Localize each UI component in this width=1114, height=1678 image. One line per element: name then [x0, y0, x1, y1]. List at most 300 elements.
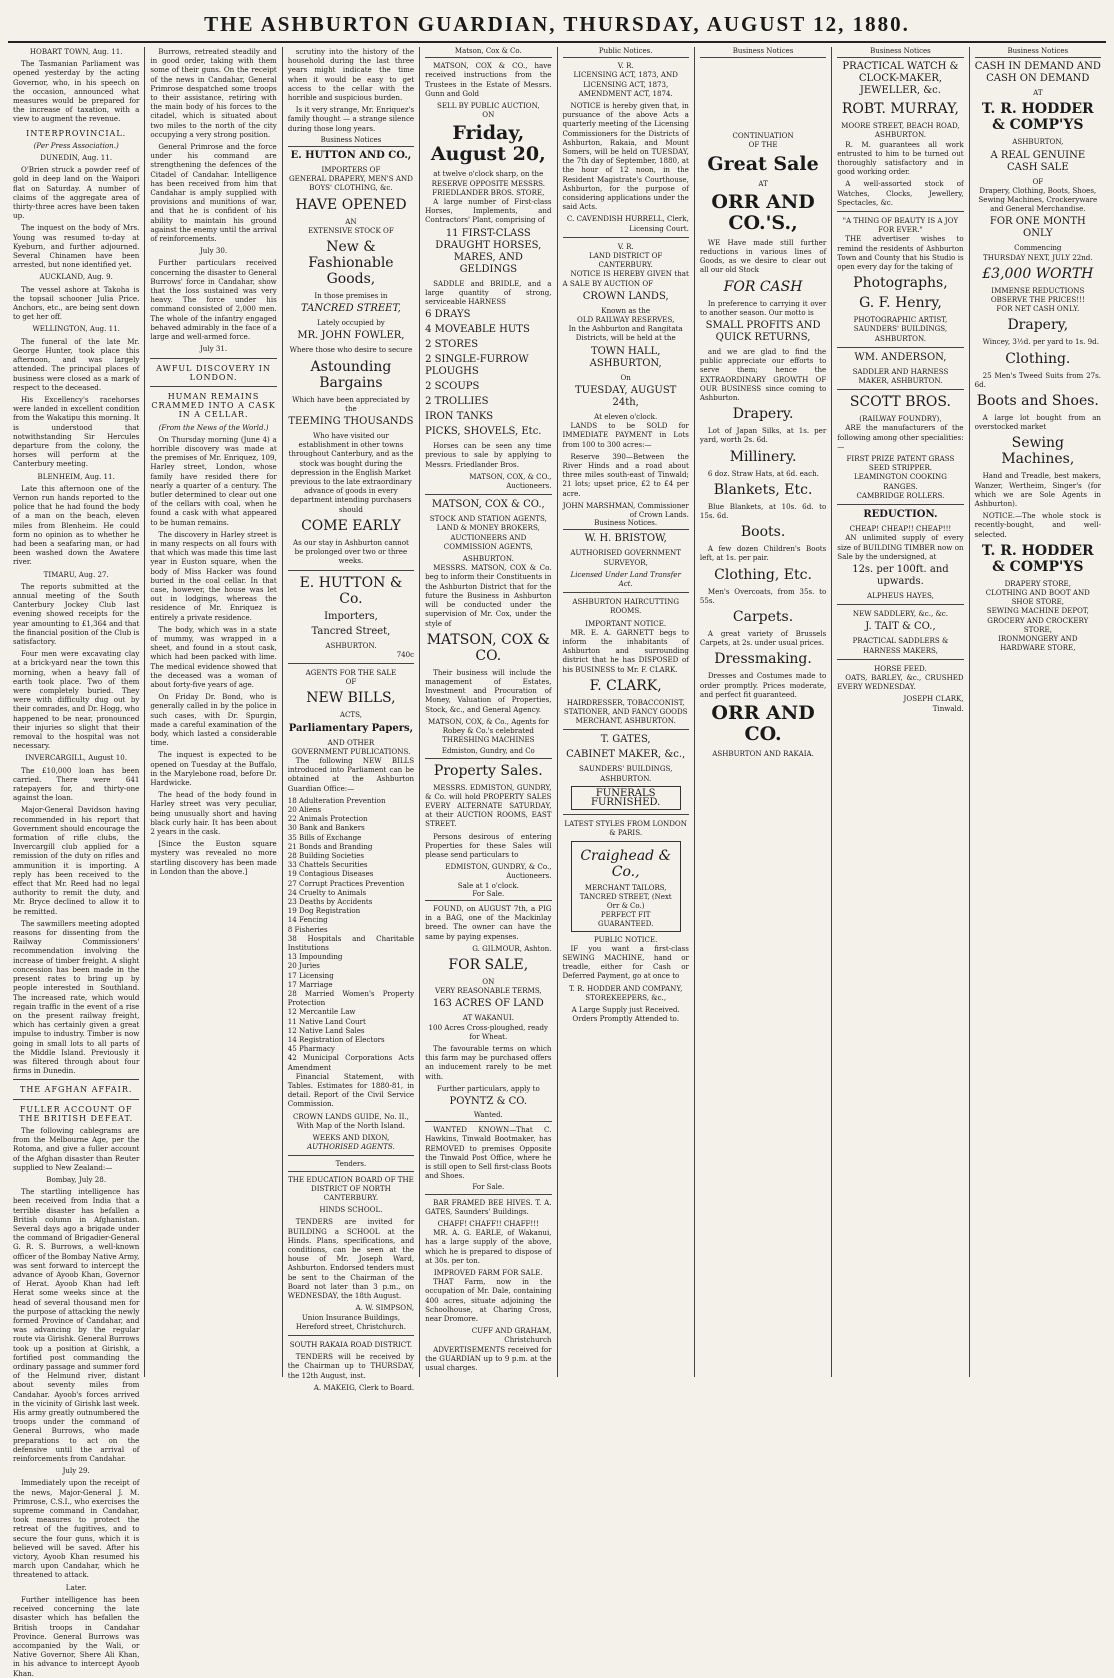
list-item: PICKS, SHOVELS, Etc. — [425, 426, 542, 438]
ad-signature: EDMISTON, GUNDRY, & Co., Auctioneers. — [445, 862, 552, 881]
ad-line: ASHBURTON. — [462, 554, 514, 564]
ad-text: ASHBURTON HAIRCUTTING ROOMS. — [572, 597, 680, 616]
ad-line: FOR NET CASH ONLY. — [996, 304, 1080, 314]
bill-item: 28 Building Societies — [287, 850, 365, 860]
ad-text: Their business will include the management of Estates, Investment and Procuration of Money, Valuation of Properties, Stock, &c., and General Agency. — [425, 667, 552, 714]
ad-line: In those premises in — [314, 291, 388, 301]
ad-line: Sale at 1 o'clock. — [457, 880, 519, 890]
news-paragraph: scrutiny into the history of the household during the last three years might indicate the time when it would be easy to get access to the cellar with the horrible and suspicious burden. — [287, 47, 415, 103]
ad-line: THURSDAY NEXT, JULY 22nd. — [983, 252, 1093, 262]
ad-heading: 12s. per 100ft. and upwards. — [852, 563, 949, 587]
ad-text: Union Insurance Buildings, Hereford street, Christchurch. — [295, 1312, 406, 1331]
ad-signature: A. MAKEIG, Clerk to Board. — [313, 1382, 415, 1392]
dateline: TIMARU, Aug. 27. — [43, 569, 109, 579]
ad-text: THE advertiser wishes to remind the residents of Ashburton Town and County that his Studio is open every day for the taking of — [837, 234, 964, 272]
ad-heading: MATSON, COX & CO., — [431, 499, 545, 511]
ad-heading: Photographs, — [853, 275, 948, 292]
news-paragraph: Further intelligence has been received concerning the late disaster which has befallen the British troops in Candahar Province. General Burrows was accompanied by the Wali, or Native Governor, Shere Ali Khan, in his advance to intercept Ayoob Khan. — [13, 1594, 140, 1678]
ad-heading: Property Sales. — [433, 762, 543, 779]
ad-line: IRONMONGERY AND HARDWARE STORE, — [998, 634, 1078, 653]
divider — [563, 814, 689, 815]
ad-text: BAR FRAMED BEE HIVES. T. A. GATES, Saunders' Buildings. — [425, 1197, 552, 1216]
ad-heading: G. F. Henry, — [859, 295, 942, 312]
ad-heading: SCOTT BROS. — [849, 394, 951, 411]
ad-text: The following NEW BILLS introduced into Parliament can be obtained at the Ashburton Guardian Office:— — [287, 755, 415, 793]
bill-item: 8 Fisheries — [287, 924, 328, 934]
bill-list — [288, 796, 414, 1072]
divider — [288, 570, 414, 571]
ad-text: OATS, BARLEY, &c., CRUSHED EVERY WEDNESDAY. — [837, 672, 964, 692]
column-heading: Business Notices. — [563, 519, 689, 530]
bill-item: 38 Hospitals and Charitable Institutions — [287, 933, 415, 952]
section-subheading: (From the News of the World.) — [158, 422, 269, 432]
news-paragraph: On Friday Dr. Bond, who is generally called in by the police in such cases, with Dr. Spurgin, made a careful examination of the body, which lasted a considerable time. — [150, 692, 277, 748]
section-subheading: (Per Press Association.) — [33, 140, 119, 150]
ad-text: SADDLE and BRIDLE, and a large quantity of strong, serviceable HARNESS — [425, 278, 552, 307]
news-paragraph: [Since the Euston square mystery was revealed no more startling discovery has been made in London than the above.] — [150, 839, 277, 876]
list-item: IRON TANKS — [425, 411, 494, 423]
ad-heading: A REAL GENUINE CASH SALE — [990, 149, 1086, 173]
ad-line: DRAPERY STORE, — [1004, 578, 1071, 588]
ad-text: T. R. HODDER AND COMPANY, STOREKEEPERS, &c., — [568, 983, 683, 1002]
ad-line: LEAMINGTON COOKING RANGES. — [853, 472, 947, 491]
ad-signature: MATSON, COX, & CO., Auctioneers. — [469, 471, 552, 491]
ad-text: In preference to carrying it over to another season. Our motto is — [699, 298, 827, 317]
column-heading: Business Notices — [700, 47, 826, 58]
ad-heading: ORR AND CO. — [711, 702, 815, 746]
ad-line: ASHBURTON, — [1012, 137, 1064, 147]
news-paragraph: The inquest is expected to be opened on Tuesday at the Buffalo, in the Marylebone road, before Dr. Hardwicke. — [150, 750, 277, 788]
ad-text: THAT Farm, now in the occupation of Mr. Dale, containing 400 acres, situate adjoining the Schoolhouse, at Charing Cross, near Dromore. — [425, 1277, 552, 1324]
bill-item: 28 Married Women's Property Protection — [287, 989, 415, 1008]
bill-item: 35 Bills of Exchange — [287, 832, 362, 842]
ad-text: A large lot bought from an overstocked market — [974, 413, 1101, 432]
ad-text: ADVERTISEMENTS received for the GUARDIAN up to 9 p.m. at the usual charges. — [425, 1344, 552, 1373]
ad-heading: NEW BILLS, — [306, 690, 396, 707]
bill-item: 24 Cruelty to Animals — [287, 887, 367, 897]
ad-heading: FOR ONE MONTH ONLY — [989, 216, 1086, 240]
dateline: INVERCARGILL, August 10. — [25, 753, 128, 763]
divider — [150, 386, 276, 387]
section-heading: AWFUL DISCOVERY IN LONDON. — [156, 363, 271, 382]
news-paragraph: O'Brien struck a powder reef of gold in deep land on the Waipori flat on Saturday. A number of claims of the aggregate area of thirty-three acres have been taken up. — [13, 165, 140, 221]
news-paragraph: The following cablegrams are from the Melbourne Age, per the Rotoma, and give a fuller account of the Afghan disaster than Reuter supplied to New Zealand:— — [13, 1125, 140, 1172]
ad-text: TENDERS are invited for BUILDING a SCHOOL at the Hinds. Plans, specifications, and conditions, can be seen at the house of Mr. Joseph Ward, Ashburton. Endorsed tenders must be sent to the Chairman of the Board not later than 3 p.m., on WEDNESDAY, the 18th August. — [287, 1217, 415, 1301]
bill-item: 22 Animals Protection — [287, 814, 368, 824]
divider — [288, 1155, 414, 1156]
section-heading: HUMAN REMAINS CRAMMED INTO A CASK IN A CELLAR. — [151, 391, 276, 420]
dateline: AUCKLAND, Aug. 9. — [39, 272, 113, 282]
news-paragraph: The £10,000 loan has been carried. There were 641 ratepayers for, and thirty-one against the loan. — [13, 765, 140, 803]
ad-signature: Tinwald. — [932, 703, 964, 713]
ad-line: 11 FIRST-CLASS DRAUGHT HORSES, MARES, AND GELDINGS — [435, 227, 542, 275]
divider — [563, 237, 689, 238]
news-paragraph: The funeral of the late Mr. George Hunter, took place this afternoon, and was largely attended. The principal places of business were closed as a mark of respect to the deceased. — [13, 336, 140, 392]
news-paragraph: Major-General Davidson having recommended in his report that Government should encourage the formation of rifle clubs, the Invercargill club applied for a remission of the duty on rifles and ammunition it is importing. A reply has been received to the effect that Mr. Reed had no legal authority to remit the duty, and Mr. Bryce declined to allow it to be remitted. — [13, 805, 140, 916]
ad-line: Importers, — [324, 610, 378, 622]
section-heading: FULLER ACCOUNT OF THE BRITISH DEFEAT. — [19, 1104, 134, 1123]
divider — [288, 663, 414, 664]
ad-line: MOORE STREET, BEACH ROAD, ASHBURTON. — [841, 121, 960, 140]
column-heading: Public Notices. — [563, 47, 689, 58]
bill-item: 18 Adulteration Prevention — [287, 795, 386, 805]
ad-text: Dresses and Costumes made to order promptly. Prices moderate, and perfect fit guaranteed. — [699, 671, 827, 699]
ad-line: FIRST PRIZE PATENT GRASS SEED STRIPPER. — [846, 454, 955, 473]
ad-text: IF you want a first-class SEWING MACHINE, hand or treadle, either for Cash or Deferred Payment, go at once to — [562, 943, 689, 981]
bill-item: 13 Impounding — [287, 952, 343, 962]
ad-line: On — [620, 372, 631, 382]
ad-heading: WM. ANDERSON, — [854, 351, 947, 363]
ad-text: A few dozen Children's Boots left, at 1s. per pair. — [699, 544, 827, 563]
news-paragraph: Further particulars received concerning the disaster to General Burrows' force in Candahar, show that the loss sustained was very heavy. The force under his command consisted of 2,000 men. The whole of the infantry engaged behaved admirably in the face of a large and well-armed force. — [150, 258, 277, 342]
bill-item: 12 Native Land Sales — [287, 1025, 365, 1035]
bill-item: 21 Bonds and Branding — [287, 841, 373, 851]
dateline: July 30. — [199, 246, 228, 256]
ad-text: MR. E. A. GARNETT begs to inform the inhabitants of Ashburton and surrounding district that he has DISPOSED of his BUSINESS to Mr. F. CLARK. — [562, 627, 689, 674]
ad-line: AND OTHER — [327, 737, 375, 747]
divider — [563, 729, 689, 730]
ad-line: Licensed Under Land Transfer Act. — [570, 569, 681, 588]
ad-text: Blue Blankets, at 10s. 6d. to 15s. 6d. — [699, 501, 827, 521]
ad-text: MATSON, COX, & Co., Agents for Robey & Co.'s celebrated THRESHING MACHINES — [427, 716, 549, 745]
ad-line: GOVERNMENT PUBLICATIONS. — [291, 746, 411, 756]
list-item: 2 SCOUPS — [425, 381, 480, 393]
ad-line: at twelve o'clock sharp, on the — [433, 169, 544, 179]
ad-heading: Great Sale — [707, 152, 819, 175]
ad-text: WE Have made still further reductions in various lines of Goods, as we desire to clear out all our old Stock — [699, 237, 827, 275]
news-paragraph: Burrows, retreated steadily and in good order, taking with them some of their guns. On the receipt of the news in Candahar, General Primrose despatched some troops to their assistance, retiring with the main body of his forces to the citadel, which is situated about two miles to the north of the city occupying a very strong position. — [150, 47, 277, 139]
ad-text: AUTHORISED GOVERNMENT SURVEYOR, — [570, 548, 681, 567]
ad-line: A Large Supply just Received. — [571, 1005, 680, 1015]
column-heading: Wanted. — [425, 1111, 551, 1122]
divider — [13, 1079, 139, 1080]
ad-heading: HAVE OPENED — [295, 196, 407, 213]
masthead: THE ASHBURTON GUARDIAN, THURSDAY, AUGUST 12, 1880. — [8, 6, 1106, 43]
ad-heading: Millinery. — [729, 448, 797, 465]
news-paragraph: On Thursday morning (June 4) a horrible discovery was made at the premises of Mr. Enriquez, 109, Harley street, London, whose family have resided there for nearly a quarter of a century. The butler determined to clear out one of the cellars with coal, when he found a cask with what appeared to be human remains. — [150, 434, 277, 527]
news-paragraph: The startling intelligence has been received from India that a terrible disaster has befallen a British column in Afghanistan. Several days ago a brigade under the command of Brigadier-General G. R. S. Burrows, a well-known officer of the Bombay Native Army, was sent forward to intercept the advance of Ayoob Khan, Governor of Herat. Ayoob Khan had left Herat some weeks since at the head of several thousand men for the purpose of attacking the newly formed Province of Candahar, and was advancing by the regular route via Girishk. General Burrows took up a position at Girishk, a fortified post commanding the ordinary passage and summer ford of the Helmund river, distant about seventy miles from Candahar. Ayoob's forces arrived in the vicinity of Girishk last week. His army greatly outnumbered the troops under the command of General Burrows, who made preparations to act on the defensive until the arrival of reinforcements from Candahar. — [13, 1187, 140, 1464]
list-item: 2 SINGLE-FURROW PLOUGHS — [425, 354, 529, 378]
divider — [837, 604, 963, 605]
ad-line: IMPORTANT NOTICE. — [585, 618, 667, 628]
ad-text: THE EDUCATION BOARD OF THE DISTRICT OF NORTH CANTERBURY. — [288, 1174, 414, 1203]
ad-line: PERFECT FIT GUARANTEED. — [598, 910, 654, 928]
ad-line: TEEMING THOUSANDS — [288, 416, 414, 428]
ad-line: CHAFF! CHAFF!! CHAFF!!! — [437, 1219, 539, 1229]
ad-text: MESSRS. EDMISTON, GUNDRY, & Co. will hold PROPERTY SALES EVERY ALTERNATE SATURDAY, at their AUCTION ROOMS, EAST STREET. — [425, 782, 552, 829]
ad-line: AT — [758, 178, 768, 188]
ad-heading: F. CLARK, — [589, 677, 662, 694]
ad-line: AT — [1033, 88, 1043, 98]
ad-heading: ORR AND CO.'S., — [711, 190, 815, 234]
bill-item: 14 Fencing — [287, 915, 328, 925]
ad-line: V. R. — [617, 241, 634, 251]
ad-heading: J. TAIT & CO., — [865, 621, 936, 633]
section-heading: THE AFGHAN AFFAIR. — [19, 1085, 133, 1095]
ad-heading: CABINET MAKER, &c., — [566, 749, 686, 761]
ad-heading: Drapery, — [1007, 317, 1069, 334]
ad-heading: Dressmaking. — [714, 651, 812, 668]
column-heading: For Sale. — [425, 1183, 551, 1194]
news-paragraph: The reports submitted at the annual meeting of the South Canterbury Jockey Club last evening showed receipts for the year amounting to £1,364 and that the financial position of the Club is satisfactory. — [13, 581, 140, 646]
ad-line: AN — [345, 216, 357, 226]
ad-text: Reserve 390—Between the River Hinds and a road about three miles south-east of Tinwald; 21 lots; upset price, £2 to £4 per acre. — [562, 451, 689, 498]
divider — [150, 358, 276, 359]
ad-line: LAND DISTRICT OF CANTERBURY. — [589, 251, 663, 270]
ad-line: CONTINUATION — [732, 131, 794, 141]
news-paragraph: The sawmillers meeting adopted reasons for dissenting from the Railway Commissioners' recommendation involving the increase of timber freight. A slight concession has been made in the present rates to bring up by people interested in Southland. The increased rate, which would regain traffic in the event of a rise on the present railway freight, which has certainly given a great impulse to industry. Timber is now going in small lots to all parts of the Middle Island. Previously it was filtered through about four firms in Dunedin. — [13, 918, 140, 1076]
ad-text: Further particulars, apply to — [436, 1083, 540, 1093]
ad-text: Hand and Treadle, best makers, Wanzer, Wertheim, Singer's (for which we are Sole Agents in Ashburton). — [974, 471, 1101, 509]
column-heading: Tenders. — [288, 1160, 414, 1171]
ad-line: SELL BY PUBLIC AUCTION, — [436, 101, 540, 111]
ad-text: Lot of Japan Silks, at 1s. per yard, worth 2s. 6d. — [699, 426, 827, 445]
ad-line: PHOTOGRAPHIC ARTIST, SAUNDERS' BUILDINGS, ASHBURTON. — [853, 315, 948, 343]
bill-item: 42 Municipal Corporations Acts Amendment — [287, 1053, 415, 1072]
news-paragraph: Is it very strange, Mr. Enriquez's family thought — a strange silence during those long years. — [287, 105, 415, 133]
ad-text: NOTICE is hereby given that, in pursuance of the above Acts a quarterly meeting of the Licensing Commissioners for the Districts of Ashburton, Rakaia, and Mount Somers, will be held on TUESDAY, the 7th day of September, 1880, at the hour of 12 noon, in the Resident Magistrate's Courthouse, Ashburton, for the purpose of considering applications under the said Acts. — [562, 101, 689, 212]
ad-heading: TUESDAY, AUGUST 24th, — [575, 384, 677, 408]
divider — [563, 592, 689, 593]
ad-line: CAMBRIDGE ROLLERS. — [856, 490, 945, 500]
ad-line: IMMENSE REDUCTIONS — [991, 285, 1085, 295]
ad-line: (RAILWAY FOUNDRY), — [859, 414, 942, 424]
ad-heading: Friday, August 20, — [430, 122, 546, 166]
ad-heading: Boots and Shoes. — [976, 393, 1099, 410]
ad-text: A well-assorted stock of Watches, Clocks, Jewellery, Spectacles, &c. — [837, 179, 964, 207]
ad-text: LANDS to be SOLD for IMMEDIATE PAYMENT in Lots from 100 to 300 acres:— — [562, 421, 689, 449]
column-8 — [970, 47, 1106, 1377]
ad-line: V. R. — [617, 61, 634, 71]
ad-line: OF — [345, 677, 357, 687]
news-paragraph: General Primrose and the force under his command are strengthening the defences of the Citadel of Candahar. Intelligence has been received from him that Candahar is amply supplied with provisions and munitions of war, and that he is confident of his ability to maintain his ground against the enemy until the arrival of reinforcements. — [150, 142, 277, 244]
ad-text: WANTED KNOWN—That C. Hawkins, Tinwald Bootmaker, has REMOVED to premises Opposite the Tinwald Post Office, where he is still open to Sell first-class Boots and Shoes. — [425, 1125, 552, 1181]
ad-text: LATEST STYLES FROM LONDON & PARIS. — [564, 819, 687, 838]
bill-item: 17 Licensing — [287, 970, 334, 980]
ad-line: IMPROVED FARM FOR SALE. — [433, 1268, 543, 1278]
ad-line: PUBLIC NOTICE. — [593, 934, 658, 944]
column-5 — [558, 47, 695, 1377]
ad-line: OF — [1032, 176, 1044, 186]
list-item: 4 MOVEABLE HUTS — [425, 324, 530, 336]
ad-heading: Boots. — [740, 524, 786, 541]
ad-text: SOUTH RAKAIA ROAD DISTRICT. — [289, 1339, 413, 1349]
ad-line: RESERVE OPPOSITE MESSRS. FRIEDLANDER BROS. STORE, — [431, 178, 546, 197]
ad-text: FOUND, on AUGUST 7th, a PIG in a BAG, one of the Mackinlay breed. The owner can have the same by paying expenses. — [425, 903, 552, 941]
ad-line: ON — [482, 110, 495, 120]
ad-text: NOTICE.—The whole stock is recently-bought, and well-selected. — [974, 511, 1101, 539]
ad-line: As our stay in Ashburton cannot be prolonged over two or three weeks. — [293, 537, 409, 566]
ad-line: NEW SADDLERY, &c., &c. — [852, 609, 949, 619]
list-item: 6 DRAYS — [425, 309, 471, 321]
ad-heading: New & Fashionable Goods, — [308, 239, 394, 288]
column-2 — [145, 47, 282, 1377]
ad-text: A large number of First-class Horses, Implements, and Contractors' Plant, comprising of — [425, 197, 552, 225]
bill-item: 19 Contagious Diseases — [287, 869, 374, 879]
ad-heading: T. GATES, — [600, 734, 651, 746]
bill-item: 23 Deaths by Accidents — [287, 896, 373, 906]
section-heading: INTERPROVINCIAL. — [26, 128, 127, 138]
ad-heading: Carpets. — [732, 609, 794, 626]
ad-line: AT WAKANUI. — [462, 1013, 514, 1023]
bill-item: 33 Chattels Securities — [287, 860, 368, 870]
ad-text: 6 doz. Straw Hats, at 6d. each. — [707, 468, 819, 478]
ad-line: Which have been appreciated by the — [292, 394, 410, 413]
ad-heading: POYNTZ & CO. — [449, 1096, 528, 1108]
ad-line: Lately occupied by — [317, 318, 385, 328]
column-heading: For Sale. — [425, 890, 551, 901]
ad-line: GROCERY AND CROCKERY STORE, — [987, 615, 1089, 634]
ad-heading: COME EARLY — [301, 517, 401, 534]
ad-line: SAUNDERS' BUILDINGS, ASHBURTON. — [579, 764, 673, 783]
ad-heading: REDUCTION. — [863, 509, 938, 521]
ad-line: ASHBURTON AND RAKAIA. — [712, 749, 814, 759]
ad-text: NOTICE IS HEREBY GIVEN that A SALE BY AUCTION OF — [562, 269, 689, 288]
ad-heading: Blankets, Etc. — [713, 481, 813, 498]
ad-heading: FOR SALE, — [448, 956, 529, 973]
dateline: WELLINGTON, Aug. 11. — [32, 324, 120, 334]
columns — [8, 47, 1106, 1678]
ad-line: Where those who desire to secure — [289, 345, 413, 355]
column-heading: Business Notices — [975, 47, 1101, 58]
ad-line: EXTENSIVE STOCK OF — [308, 225, 394, 235]
divider — [837, 389, 963, 390]
ad-text: STOCK AND STATION AGENTS, LAND & MONEY BROKERS, AUCTIONEERS AND COMMISSION AGENTS, — [429, 514, 547, 551]
list-item: 2 TROLLIES — [425, 396, 489, 408]
ad-heading: Astounding Bargains — [310, 358, 392, 391]
ad-line: SADDLER AND HARNESS MAKER, ASHBURTON. — [852, 366, 949, 386]
ad-line: ALPHEUS HAYES, — [867, 590, 934, 600]
divider — [837, 347, 963, 348]
ad-text: HAIRDRESSER, TOBACCONIST, STATIONER, AND FANCY GOODS MERCHANT, ASHBURTON. — [563, 697, 688, 726]
dateline: HOBART TOWN, Aug. 11. — [29, 47, 123, 56]
ad-heading: E. HUTTON & Co. — [299, 574, 403, 607]
ad-heading: FOR CASH — [723, 278, 803, 295]
ad-text: CROWN LANDS GUIDE, No. II., With Map of the North Island. — [292, 1111, 409, 1130]
column-heading: Matson, Cox & Co. — [425, 47, 551, 58]
list-item: 2 STORES — [425, 339, 479, 351]
ad-text: Drapery, Clothing, Boots, Shoes, Sewing Machines, Crockeryware and General Merchandise. — [978, 185, 1098, 214]
ad-line: SEWING MACHINE DEPOT, — [986, 606, 1089, 616]
ad-heading: MATSON, COX & CO. — [426, 631, 550, 664]
divider — [13, 1099, 139, 1100]
column-heading: Edmiston, Gundry, and Co — [425, 747, 551, 758]
ad-line: Who have visited our establishment in other towns throughout Canterbury, and as the stock was bought during the depression in the English Market previous to the late extraordinary advance of goods in every department intending purchasers should — [288, 431, 414, 514]
column-3 — [283, 47, 420, 1392]
ad-heading: Drapery. — [732, 406, 794, 423]
divider — [837, 504, 963, 505]
item-list — [425, 309, 551, 438]
ad-text: AN unlimited supply of every size of BUILDING TIMBER now on Sale by the undersigned, at — [837, 533, 964, 561]
ad-text: 25 Men's Tweed Suits from 27s. 6d. — [974, 370, 1101, 389]
ad-line: IMPORTERS OF — [321, 165, 381, 175]
ad-signature: C. CAVENDISH HURRELL, Clerk, Licensing Court. — [566, 214, 689, 233]
ad-text: Horses can be seen any time previous to sale by applying to Messrs. Friedlander Bros. — [425, 441, 552, 469]
ad-line: VERY REASONABLE TERMS, — [434, 986, 542, 996]
ad-line: "A THING OF BEAUTY IS A JOY FOR EVER." — [842, 216, 959, 235]
ad-text: MESSRS. MATSON, COX & Co. beg to inform their Constituents in the Ashburton District that for the future the Business in Ashburton will be conducted under the supervision of Mr. Cox, under the style of — [425, 563, 552, 628]
ad-text: HINDS SCHOOL. — [319, 1205, 383, 1215]
ad-heading: TOWN HALL, ASHBURTON, — [589, 345, 662, 369]
ad-heading: Clothing. — [1005, 350, 1071, 367]
bill-item: 11 Native Land Court — [287, 1016, 366, 1026]
news-paragraph: The head of the body found in Harley street was very peculiar, being unusually short and having black curly hair. It has been about 2 years in the cask. — [150, 790, 277, 837]
ad-text: Wincey, 3½d. per yard to 1s. 9d. — [982, 337, 1099, 347]
ad-line: Orders Promptly Attended to. — [572, 1014, 679, 1024]
ad-line: PRACTICAL SADDLERS & HARNESS MAKERS, — [852, 636, 949, 655]
bill-item: 20 Aliens — [287, 804, 322, 814]
ad-line: ACTS, — [339, 710, 363, 720]
dateline: July 31. — [199, 344, 228, 354]
ad-heading: W. H. BRISTOW, — [584, 533, 667, 545]
ad-heading: CASH IN DEMAND AND CASH ON DEMAND — [974, 61, 1101, 85]
bill-item: 17 Marriage — [287, 979, 333, 989]
ad-line: OF THE — [748, 140, 778, 150]
ad-line: Tancred Street, — [311, 625, 391, 637]
ad-heading: T. R. HODDER & COMP'YS — [981, 101, 1094, 134]
bill-item: 20 Juries — [287, 961, 320, 971]
ad-text: TENDERS will be received by the Chairman up to THURSDAY, the 12th August, inst. — [287, 1352, 415, 1380]
ad-line: MERCHANT TAILORS, TANCRED STREET, (Next Orr & Co.) — [579, 883, 672, 910]
ad-heading: E. HUTTON AND CO., — [290, 150, 412, 162]
bill-item: 27 Corrupt Practices Prevention — [287, 878, 405, 888]
ad-signature: CUFF AND GRAHAM, Christchurch — [471, 1326, 552, 1345]
ad-line: AGENTS FOR THE SALE — [305, 667, 397, 677]
column-7 — [832, 47, 969, 1377]
dateline: July 29. — [62, 1466, 90, 1476]
ad-line: Known as the — [601, 305, 651, 315]
ad-heading: CROWN LANDS, — [582, 290, 669, 302]
ad-line: CHEAP! CHEAP!! CHEAP!!! — [849, 524, 952, 534]
bill-item: 12 Mercantile Law — [287, 1007, 356, 1017]
column-6 — [695, 47, 832, 1377]
ad-line: AUTHORISED AGENTS. — [307, 1142, 395, 1152]
ad-heading: Parliamentary Papers, — [288, 722, 414, 734]
ad-line: Commencing — [1014, 243, 1062, 253]
news-paragraph: The Tasmanian Parliament was opened yesterday by the acting Governor, who, in his speech on the occasion, announced what measures would be prepared for the increase of taxation, with a view to augment the revenue. — [13, 59, 140, 124]
ad-line: WEEKS AND DIXON, — [312, 1133, 390, 1143]
news-paragraph: The vessel ashore at Takoha is the topsail schooner Julia Price. Anchors, etc., are being sent down to get her off. — [13, 284, 140, 322]
bill-item: 19 Dog Registration — [287, 906, 361, 916]
ad-text: LICENSING ACT, 1873, AND LICENSING ACT, 1873, AMENDMENT ACT, 1874. — [573, 70, 678, 98]
ad-text: In the Ashburton and Rangitata Districts, will be held at the — [568, 324, 683, 343]
ad-heading: Clothing, Etc. — [714, 566, 812, 583]
ad-text: MATSON, COX & CO., have received instructions from the Trustees in the Estate of Messrs. Gunn and Gold — [425, 61, 552, 98]
ad-line: TANCRED STREET, — [301, 303, 401, 315]
dateline: Bombay, July 28. — [46, 1174, 107, 1184]
divider — [288, 1335, 414, 1336]
news-paragraph: His Excellency's racehorses were landed in excellent condition from the Wakatipu this morning. It is understood that notwithstanding Sir Hercules departure from the colony, the horses will perform at the Canterbury meeting. — [13, 394, 140, 469]
ad-text: The favourable terms on which this farm may be purchased offers an inducement rarely to be met with. — [425, 1044, 552, 1081]
ad-text: Persons desirous of entering Properties for these Sales will please send particulars to — [425, 831, 552, 859]
ad-text: Financial Statement, with Tables. Estimates for 1880-81, in detail. Report of the Civil Service Commission. — [287, 1071, 415, 1109]
ad-heading: £3,000 WORTH — [982, 265, 1094, 282]
bill-item: 14 Registration of Electors — [287, 1035, 385, 1045]
ad-line: ON — [482, 976, 495, 986]
ad-line: CLOTHING AND BOOT AND SHOE STORE, — [985, 588, 1090, 607]
ad-text: R. M. guarantees all work entrusted to him to be turned out thoroughly satisfactory and in good working order. — [837, 139, 964, 177]
ad-box: FUNERALS FURNISHED. — [571, 786, 681, 810]
column-4 — [420, 47, 557, 1377]
ad-text: and we are glad to find the public appreciate our efforts to serve them; hence the EXTRAORDINARY GROWTH OF OUR BUSINESS since coming to Ashburton. — [699, 347, 827, 403]
ad-heading: T. R. HODDER & COMP'YS — [981, 542, 1094, 575]
ad-heading: ROBT. MURRAY, — [841, 101, 959, 118]
ad-signature: JOSEPH CLARK, — [903, 694, 964, 704]
ad-heading: PRACTICAL WATCH & CLOCK-MAKER, JEWELLER, &c. — [842, 61, 959, 97]
ad-box — [571, 841, 681, 932]
ad-heading: 163 ACRES OF LAND — [432, 998, 544, 1010]
ad-line: HORSE FEED. — [874, 663, 927, 673]
